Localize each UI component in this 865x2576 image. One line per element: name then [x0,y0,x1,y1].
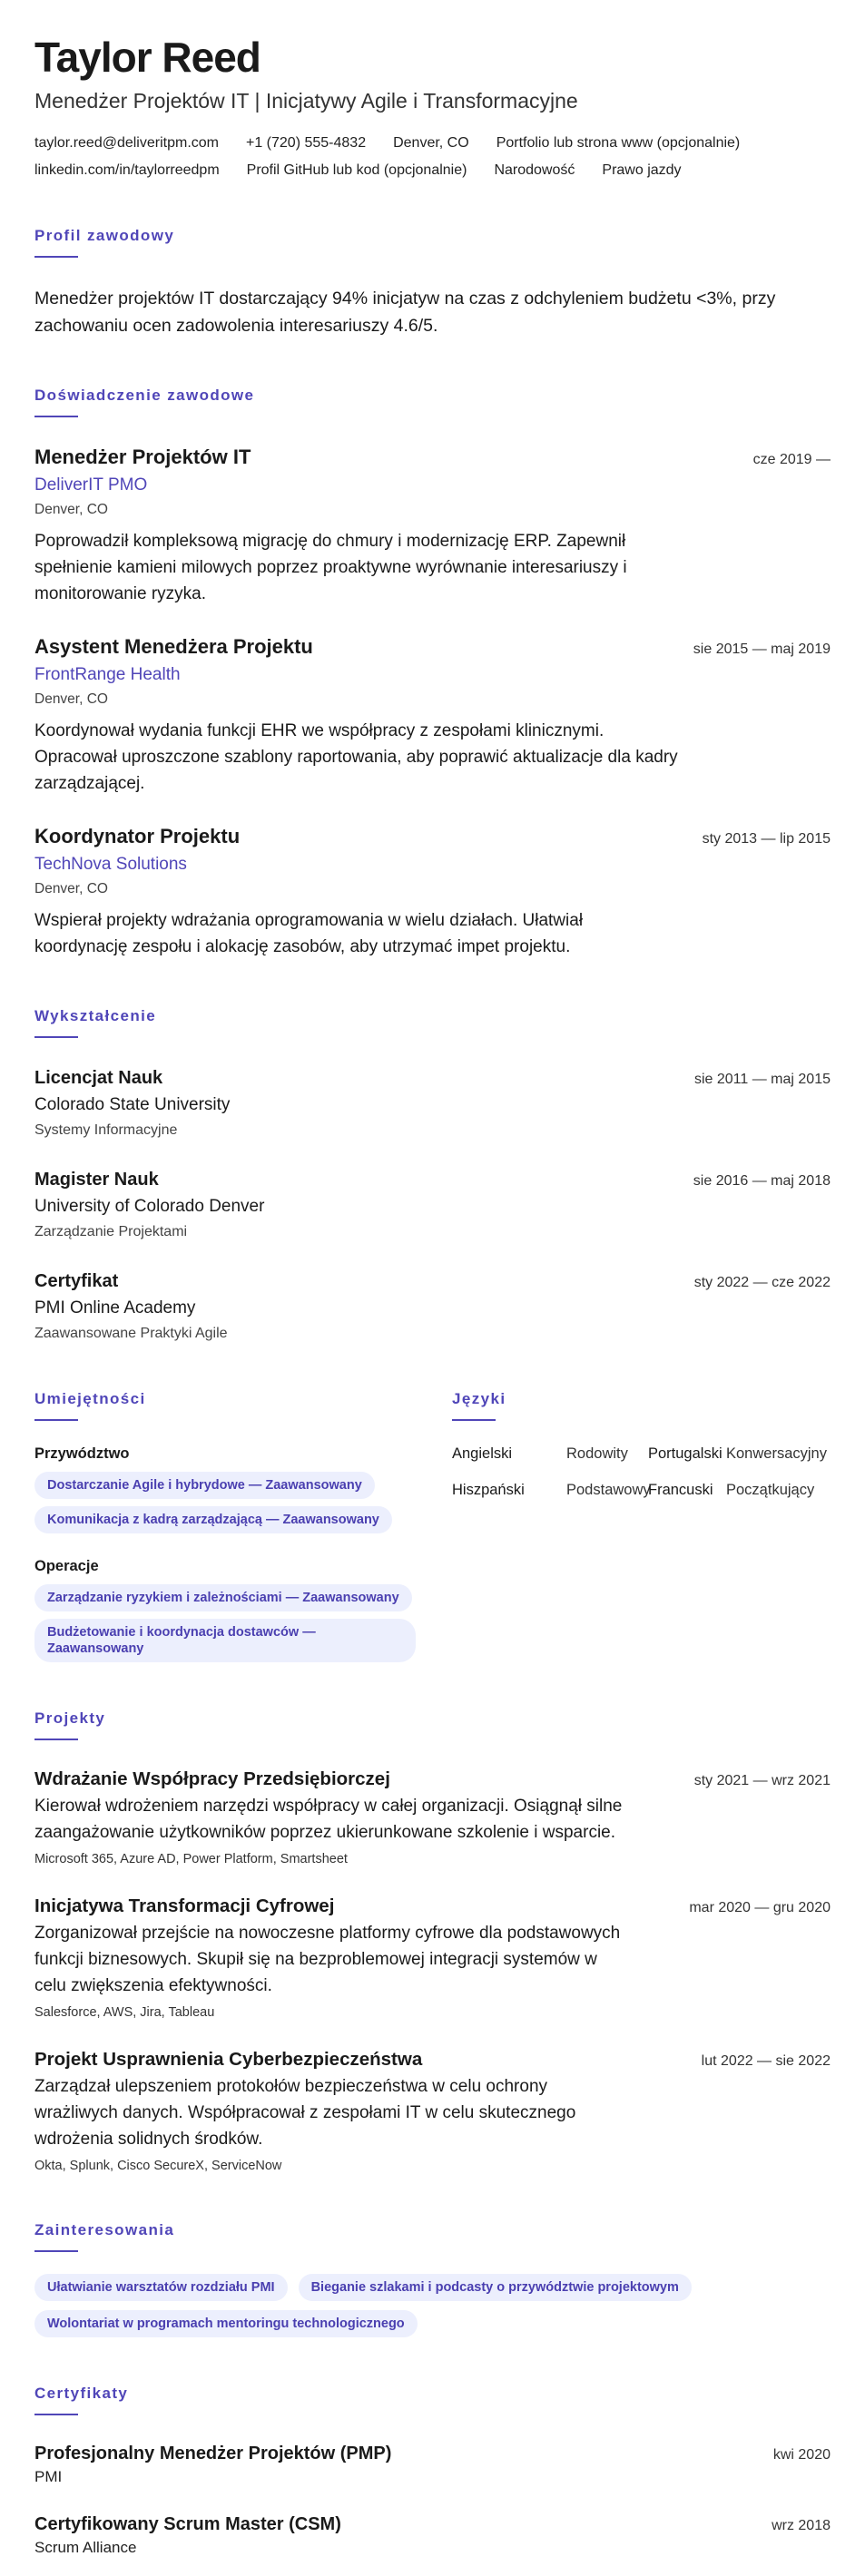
job-dates: sie 2015 — maj 2019 [693,642,831,657]
certificate-name: Profesjonalny Menedżer Projektów (PMP) [34,2444,392,2463]
languages-section [452,1343,833,1662]
job-dates: cze 2019 — [752,452,831,467]
interests-section [34,2221,831,2337]
section-title-experience: Doświadczenie zawodowe [34,387,255,404]
language-name: Angielski [452,1445,513,1462]
project-description: Zarządzał ulepszeniem protokołów bezpieczeństwa w celu ochrony wrażliwych danych. Współpracował z zespołami IT w celu skutecznego wdrożenia solidnych środków. [34,2077,576,2149]
skill-group-operations: Operacje [34,1558,99,1574]
edu-school: Colorado State University [34,1095,231,1114]
interest-chips [34,2274,761,2337]
section-divider [34,1419,78,1421]
certificate-item [34,2513,831,2557]
section-title-profile: Profil zawodowy [34,227,175,244]
edu-dates: sie 2016 — maj 2018 [693,1173,831,1189]
edu-field: Systemy Informacyjne [34,1122,178,1138]
project-title: Inicjatywa Transformacji Cyfrowej [34,1895,335,1916]
skill-chips [34,1584,416,1662]
section-title-skills: Umiejętności [34,1390,146,1407]
skill-chip: Komunikacja z kadrą zarządzającą — Zaawansowany [34,1506,392,1533]
job-title: Menedżer Projektów IT [34,446,251,468]
edu-degree: Magister Nauk [34,1170,159,1190]
education-section [34,1007,831,1343]
language-level: Konwersacyjny [726,1445,827,1462]
section-title-education: Wykształcenie [34,1007,157,1024]
edu-school: University of Colorado Denver [34,1197,265,1216]
project-item [34,1895,831,2021]
section-divider [34,2250,78,2252]
edu-degree: Licencjat Nauk [34,1068,163,1088]
job-company: TechNova Solutions [34,855,187,874]
languages-grid [452,1445,833,1499]
project-technologies: Microsoft 365, Azure AD, Power Platform, Smartsheet [34,1852,348,1866]
job-dates: sty 2013 — lip 2015 [702,831,831,847]
project-description: Kierował wdrożeniem narzędzi współpracy w całej organizacji. Osiągnął silne zaangażowanie użytkowników poprzez ukierunkowane szkolenie i wsparcie. [34,1797,623,1842]
project-dates: sty 2021 — wrz 2021 [693,1773,831,1788]
job-location: Denver, CO [34,691,108,707]
certificate-date: kwi 2020 [772,2447,831,2463]
resume-header [34,33,831,180]
project-dates: mar 2020 — gru 2020 [689,1900,831,1915]
interest-chip: Bieganie szlakami i podcasty o przywództwie projektowym [299,2274,692,2301]
section-title-projects: Projekty [34,1709,106,1727]
job-description: Poprowadził kompleksową migrację do chmury i modernizację ERP. Zapewnił spełnienie kamieni milowych poprzez proaktywne wyrównanie interesariuszy i monitorowanie ryzyka. [34,532,627,603]
certificates-section [34,2385,831,2557]
project-description: Zorganizował przejście na nowoczesne platformy cyfrowe dla podstawowych funkcji biznesowych. Skupił się na bezproblemowej integracji systemów w celu zwiększenia efektywności. [34,1924,621,1995]
job-description: Koordynował wydania funkcji EHR we współpracy z zespołami klinicznymi. Opracował uproszczone szablony raportowania, aby poprawić aktualizacje dla kadry zarządzającej. [34,721,678,793]
profile-section [34,227,831,339]
skills-section [34,1343,416,1662]
contact-linkedin[interactable]: linkedin.com/in/taylorreedpm [34,162,220,178]
job-location: Denver, CO [34,881,108,896]
contact-phone[interactable]: +1 (720) 555-4832 [245,135,367,151]
contact-list [34,134,833,180]
certificate-issuer: Scrum Alliance [34,2539,137,2556]
section-divider [34,2414,78,2415]
language-level: Początkujący [726,1482,815,1498]
section-divider [34,256,78,258]
skill-chip: Zarządzanie ryzykiem i zależnościami — Zaawansowany [34,1584,412,1611]
education-item [34,1169,831,1241]
education-item [34,1270,831,1343]
language-name: Francuski [648,1482,713,1498]
edu-dates: sty 2022 — cze 2022 [693,1275,831,1290]
job-location: Denver, CO [34,502,108,517]
language-name: Portugalski [648,1445,722,1462]
education-item [34,1067,831,1140]
language-level: Podstawowy [566,1482,651,1498]
project-title: Projekt Usprawnienia Cyberbezpieczeństwa [34,2049,423,2070]
job-title: Koordynator Projektu [34,825,241,847]
skill-chip: Budżetowanie i koordynacja dostawców — Zaawansowany [34,1619,416,1662]
edu-school: PMI Online Academy [34,1298,196,1317]
interest-chip: Ułatwianie warsztatów rozdziału PMI [34,2274,288,2301]
section-divider [34,416,78,417]
contact-nationality: Narodowość [494,162,575,178]
section-divider [34,1036,78,1038]
job-company: DeliverIT PMO [34,475,148,495]
project-title: Wdrażanie Współpracy Przedsiębiorczej [34,1768,390,1789]
candidate-name: Taylor Reed [34,34,260,81]
skill-chip: Dostarczanie Agile i hybrydowe — Zaawansowany [34,1472,375,1499]
projects-section [34,1709,831,2174]
edu-field: Zaawansowane Praktyki Agile [34,1326,228,1341]
project-technologies: Okta, Splunk, Cisco SecureX, ServiceNow [34,2159,282,2173]
section-divider [452,1419,496,1421]
experience-item [34,445,831,607]
contact-email[interactable]: taylor.reed@deliveritpm.com [34,135,219,151]
contact-portfolio[interactable]: Portfolio lub strona www (opcjonalnie) [496,135,741,151]
language-name: Hiszpański [452,1482,525,1498]
edu-degree: Certyfikat [34,1271,119,1291]
project-dates: lut 2022 — sie 2022 [701,2053,831,2069]
certificate-item [34,2443,831,2486]
skill-group-leadership: Przywództwo [34,1445,130,1462]
certificate-name: Certyfikowany Scrum Master (CSM) [34,2514,341,2534]
project-technologies: Salesforce, AWS, Jira, Tableau [34,2005,215,2020]
certificate-issuer: PMI [34,2468,63,2485]
skill-chips [34,1472,416,1533]
experience-item [34,634,831,797]
experience-section [34,387,831,960]
interest-chip: Wolontariat w programach mentoringu technologicznego [34,2310,418,2337]
section-title-certificates: Certyfikaty [34,2385,129,2402]
experience-item [34,824,831,960]
job-title: Asystent Menedżera Projektu [34,635,313,658]
candidate-headline: Menedżer Projektów IT | Inicjatywy Agile i Transformacyjne [34,89,578,113]
language-level: Rodowity [566,1445,628,1462]
edu-field: Zarządzanie Projektami [34,1224,188,1239]
job-company: FrontRange Health [34,665,181,684]
contact-github[interactable]: Profil GitHub lub kod (opcjonalnie) [246,162,467,178]
profile-summary: Menedżer projektów IT dostarczający 94% inicjatyw na czas z odchyleniem budżetu <3%, przy zachowaniu ocen zadowolenia interesariuszy 4.6/5. [34,289,776,336]
contact-location: Denver, CO [393,135,469,151]
edu-dates: sie 2011 — maj 2015 [693,1072,831,1087]
certificate-date: wrz 2018 [772,2518,831,2533]
contact-driving-license: Prawo jazdy [602,162,682,178]
section-divider [34,1739,78,1740]
skills-languages-row [34,1343,831,1662]
job-description: Wspierał projekty wdrażania oprogramowania w wielu działach. Ułatwiał koordynację zespołu i alokację zasobów, aby utrzymać impet projektu. [34,911,584,956]
section-title-interests: Zainteresowania [34,2221,175,2238]
section-title-languages: Języki [452,1390,506,1407]
project-item [34,2048,831,2174]
project-item [34,1768,831,1867]
